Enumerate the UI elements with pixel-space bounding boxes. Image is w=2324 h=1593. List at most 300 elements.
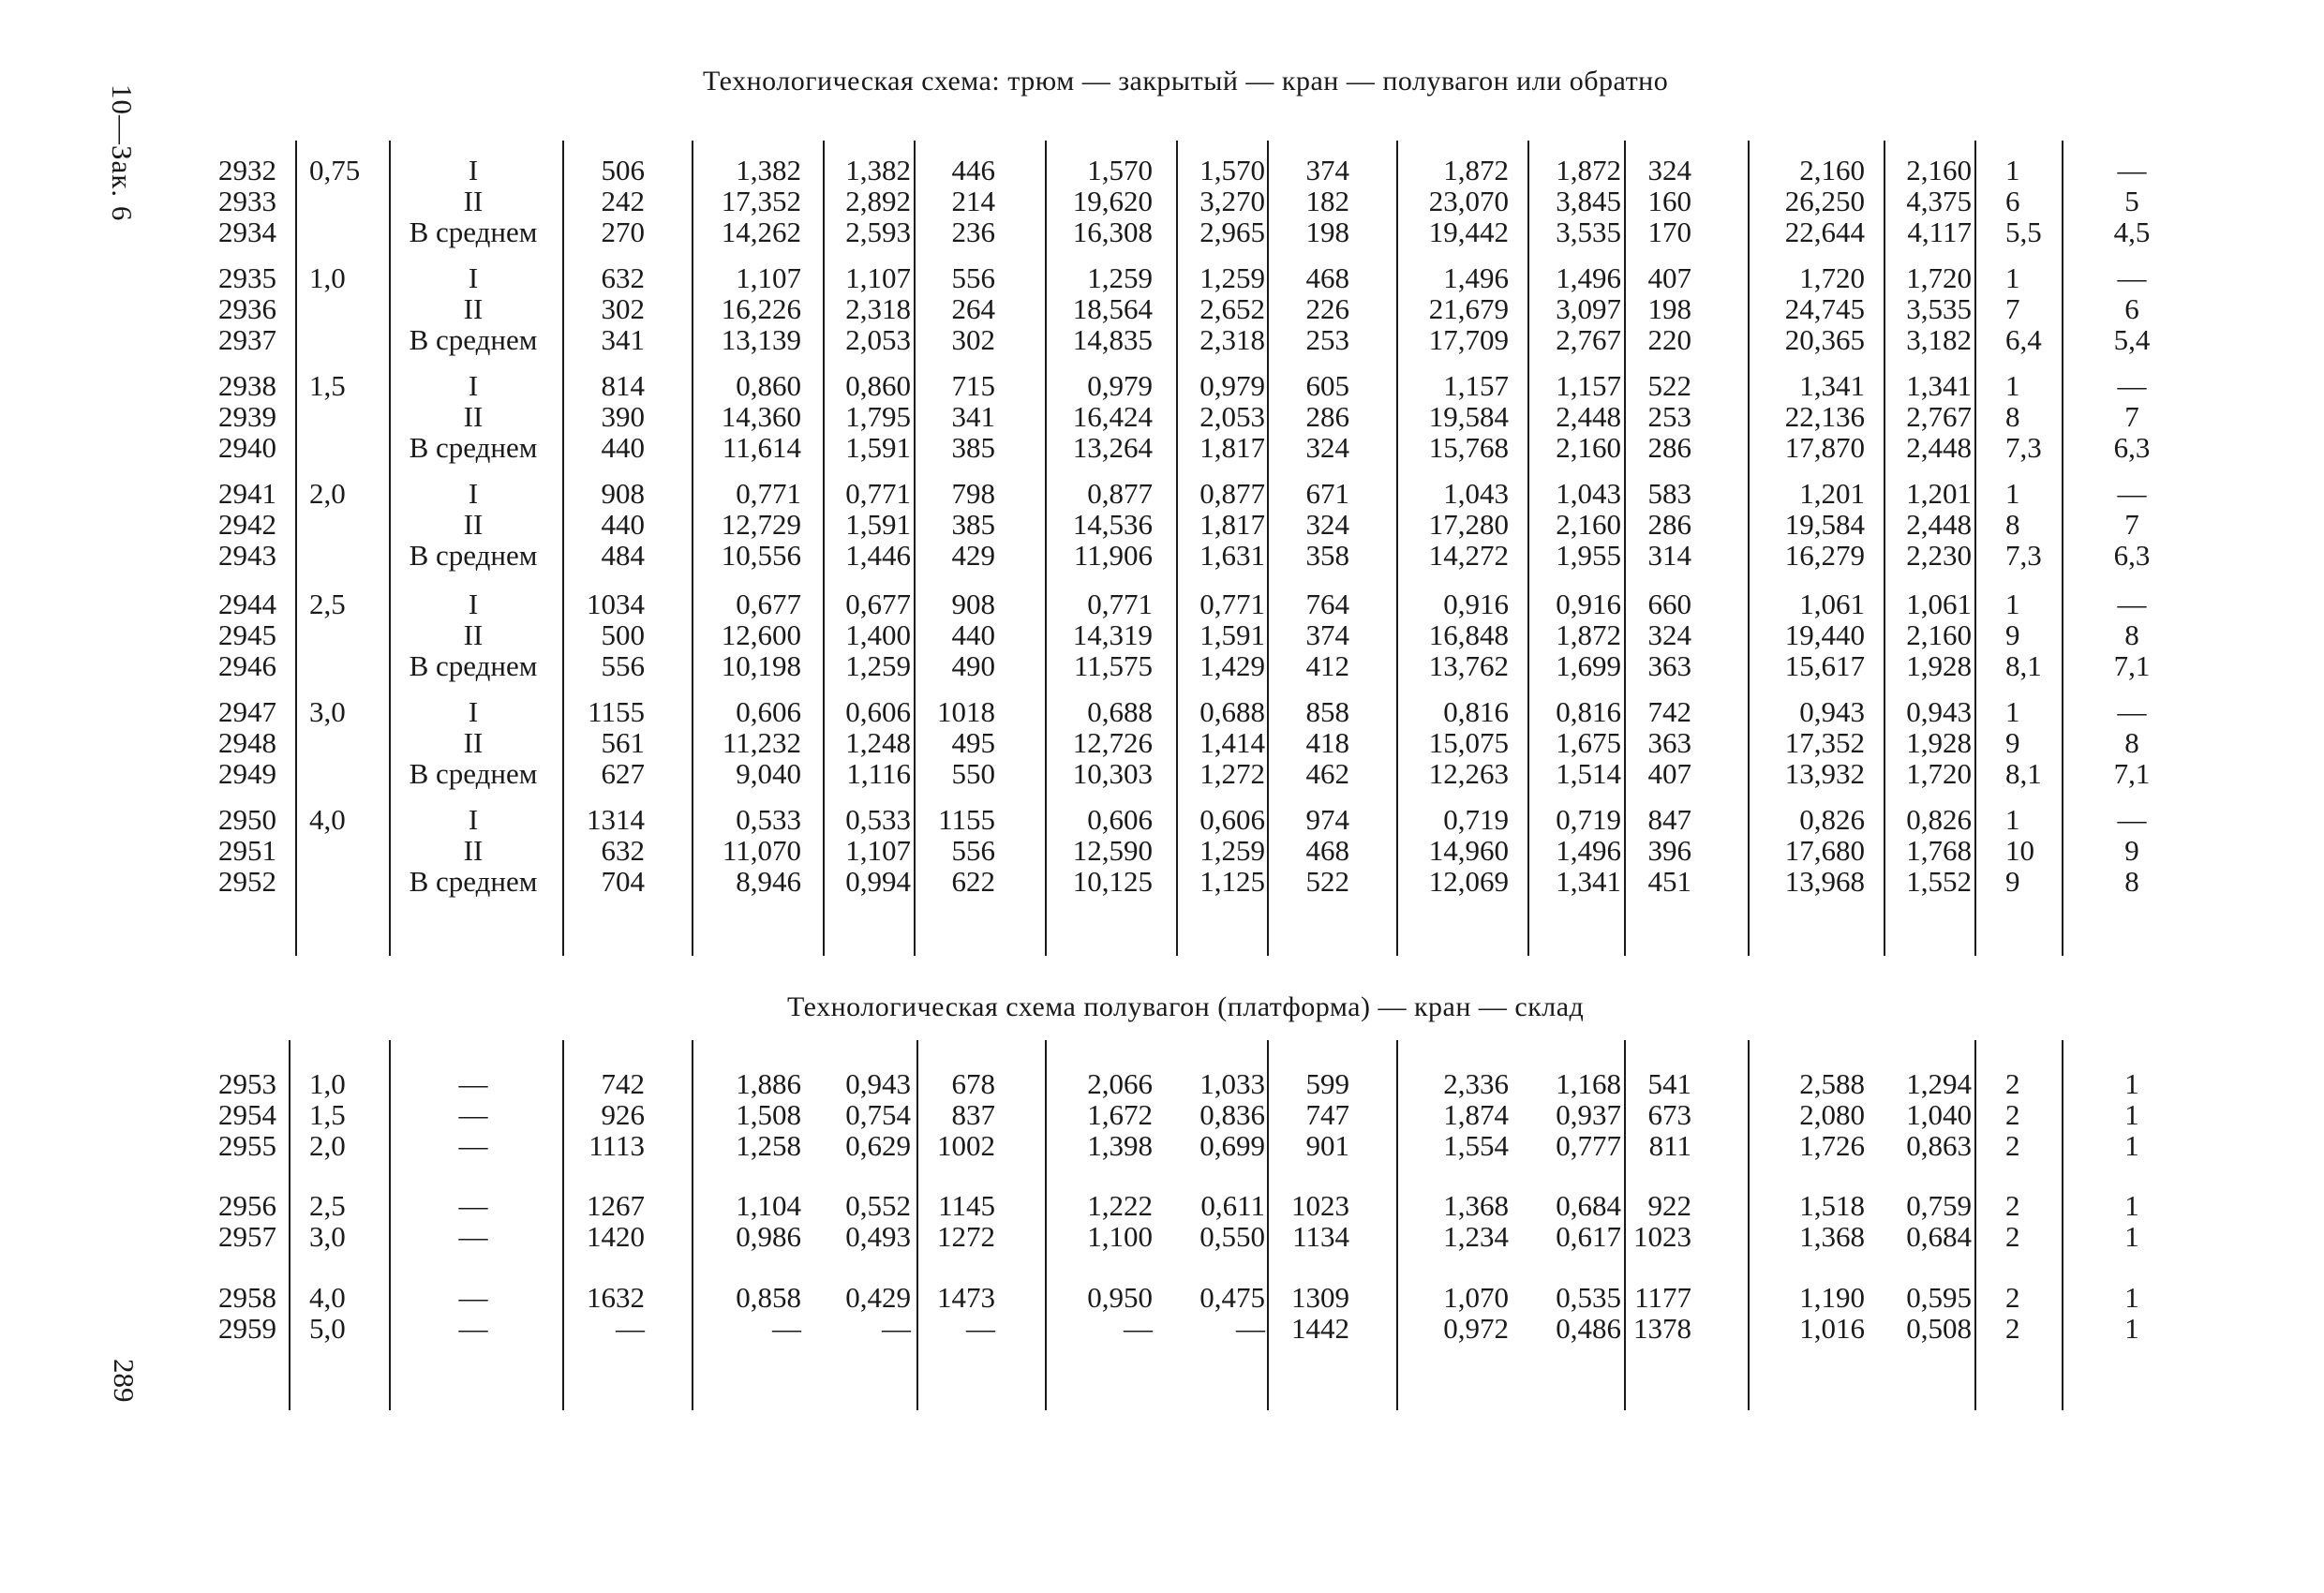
row-id: 2932 (218, 154, 276, 186)
row-value: 2,652 (1199, 292, 1265, 325)
row-value: 1,872 (1556, 618, 1621, 651)
row-count: 908 (601, 477, 645, 510)
row-value: 10,303 (1072, 757, 1153, 790)
row-value: 1,955 (1556, 539, 1621, 572)
row-value: 12,726 (1072, 726, 1153, 759)
row-value: 974 (1305, 803, 1349, 836)
row-value: 1,720 (1906, 757, 1972, 790)
page-number: 289 (108, 1359, 141, 1403)
row-value: 1,061 (1799, 588, 1865, 620)
row-value: 0,533 (845, 803, 911, 836)
row-value: 1,720 (1799, 261, 1865, 294)
row-id: 2934 (218, 216, 276, 248)
row-value: 198 (1647, 292, 1691, 325)
row-count: 926 (601, 1098, 645, 1131)
row-value: 1,259 (1087, 261, 1153, 294)
row-value: 1,928 (1906, 649, 1972, 682)
row-value: 0,916 (1556, 588, 1621, 620)
row-n2: 9 (2124, 834, 2139, 867)
row-value: 15,617 (1784, 649, 1865, 682)
row-value: 550 (951, 757, 995, 790)
row-value: 1,726 (1799, 1129, 1865, 1162)
row-value: 0,606 (845, 695, 911, 728)
section2-divider (389, 1040, 391, 1410)
row-value: 0,771 (736, 477, 801, 510)
row-value: 1,341 (1906, 369, 1972, 402)
row-n1: 1 (2005, 588, 2020, 620)
row-value: 0,979 (1199, 369, 1265, 402)
row-n1: 9 (2005, 726, 2020, 759)
row-value: 385 (951, 431, 995, 464)
row-value: 1,190 (1799, 1281, 1865, 1314)
row-value: 198 (1305, 216, 1349, 248)
row-value: 1023 (1633, 1220, 1691, 1253)
row-value: 468 (1305, 834, 1349, 867)
row-value: 11,232 (722, 726, 801, 759)
row-value: 541 (1647, 1067, 1691, 1100)
row-value: 0,986 (736, 1220, 801, 1253)
row-n2: 5,4 (2113, 323, 2151, 356)
row-n2: 1 (2124, 1312, 2139, 1345)
row-value: 1,107 (736, 261, 801, 294)
row-value: 495 (951, 726, 995, 759)
row-value: 13,264 (1072, 431, 1153, 464)
row-count: 440 (601, 508, 645, 541)
row-value: 1,795 (845, 400, 911, 433)
row-value: 1,570 (1199, 154, 1265, 186)
row-n1: 7,3 (2005, 431, 2042, 464)
row-mode: — (458, 1312, 488, 1345)
row-value: 446 (951, 154, 995, 186)
row-n1: 8,1 (2005, 757, 2042, 790)
row-value: 11,070 (722, 834, 801, 867)
row-value: 1,157 (1443, 369, 1509, 402)
row-value: 1,234 (1443, 1220, 1509, 1253)
row-count: 1632 (587, 1281, 645, 1314)
row-id: 2951 (218, 834, 276, 867)
row-value: 1002 (937, 1129, 995, 1162)
row-value: 374 (1305, 618, 1349, 651)
row-param: 4,0 (309, 1281, 346, 1314)
row-n1: 1 (2005, 803, 2020, 836)
row-id: 2957 (218, 1220, 276, 1253)
row-count: 556 (601, 649, 645, 682)
row-value: 16,424 (1072, 400, 1153, 433)
row-count: 242 (601, 185, 645, 217)
row-id: 2956 (218, 1189, 276, 1222)
row-value: 13,762 (1428, 649, 1509, 682)
row-param: 5,0 (309, 1312, 346, 1345)
row-value: 1,201 (1799, 477, 1865, 510)
row-value: 16,279 (1784, 539, 1865, 572)
group-param: 1,5 (309, 369, 346, 402)
row-count: 440 (601, 431, 645, 464)
row-value: 2,160 (1556, 431, 1621, 464)
row-mode: I (468, 369, 479, 402)
row-mode: II (463, 618, 484, 651)
row-value: 17,280 (1428, 508, 1509, 541)
row-id: 2935 (218, 261, 276, 294)
row-value: 2,593 (845, 216, 911, 248)
row-value: 0,943 (1906, 695, 1972, 728)
row-value: 468 (1305, 261, 1349, 294)
row-value: 14,536 (1072, 508, 1153, 541)
row-mode: I (468, 588, 479, 620)
section2-divider (692, 1040, 693, 1410)
row-value: 17,352 (721, 185, 801, 217)
row-value: 1,675 (1556, 726, 1621, 759)
row-mode: II (463, 292, 484, 325)
row-value: 0,429 (845, 1281, 911, 1314)
row-id: 2941 (218, 477, 276, 510)
row-value: 253 (1305, 323, 1349, 356)
row-value: — (966, 1312, 995, 1345)
row-id: 2938 (218, 369, 276, 402)
row-n1: 6 (2005, 185, 2020, 217)
row-mode: I (468, 695, 479, 728)
row-count: 704 (601, 865, 645, 898)
row-value: 182 (1305, 185, 1349, 217)
row-n1: 5,5 (2005, 216, 2042, 248)
row-value: 17,352 (1784, 726, 1865, 759)
row-n2: — (2117, 369, 2147, 402)
row-value: 1,341 (1799, 369, 1865, 402)
row-value: 622 (951, 865, 995, 898)
row-value: 522 (1305, 865, 1349, 898)
row-param: 1,5 (309, 1098, 346, 1131)
section2-divider (1624, 1040, 1626, 1410)
row-value: 12,600 (721, 618, 801, 651)
row-value: 0,816 (1556, 695, 1621, 728)
row-value: 21,679 (1428, 292, 1509, 325)
row-value: 1023 (1291, 1189, 1349, 1222)
row-value: 2,965 (1199, 216, 1265, 248)
row-value: 0,816 (1443, 695, 1509, 728)
row-value: 286 (1305, 400, 1349, 433)
row-id: 2937 (218, 323, 276, 356)
row-count: 1034 (587, 588, 645, 620)
row-value: 10,125 (1072, 865, 1153, 898)
group-param: 2,5 (309, 588, 346, 620)
row-count: 561 (601, 726, 645, 759)
row-value: 440 (951, 618, 995, 651)
row-id: 2939 (218, 400, 276, 433)
row-value: 1,631 (1199, 539, 1265, 572)
row-value: 26,250 (1784, 185, 1865, 217)
row-value: 764 (1305, 588, 1349, 620)
row-n1: 2 (2005, 1129, 2020, 1162)
row-value: 1,258 (736, 1129, 801, 1162)
row-value: 1,508 (736, 1098, 801, 1131)
row-value: 12,729 (721, 508, 801, 541)
row-value: 847 (1647, 803, 1691, 836)
row-value: 17,680 (1784, 834, 1865, 867)
row-value: 556 (951, 261, 995, 294)
row-id: 2954 (218, 1098, 276, 1131)
group-param: 1,0 (309, 261, 346, 294)
row-value: 1,168 (1556, 1067, 1621, 1100)
row-value: 0,979 (1087, 369, 1153, 402)
row-value: 324 (1305, 508, 1349, 541)
row-value: 0,606 (1087, 803, 1153, 836)
row-value: 0,699 (1199, 1129, 1265, 1162)
row-count: — (616, 1312, 645, 1345)
row-value: 0,916 (1443, 588, 1509, 620)
row-value: 0,677 (845, 588, 911, 620)
row-value: 429 (951, 539, 995, 572)
row-value: 0,688 (1087, 695, 1153, 728)
row-value: 13,139 (721, 323, 801, 356)
row-count: 1155 (588, 695, 645, 728)
row-value: 0,611 (1200, 1189, 1265, 1222)
row-value: 715 (951, 369, 995, 402)
row-value: 2,892 (845, 185, 911, 217)
section-title-1: Технологическая схема: трюм — закрытый — кран — полувагон или обратно (703, 66, 1669, 97)
row-n1: 1 (2005, 695, 2020, 728)
section2-divider (1396, 1040, 1398, 1410)
row-mode: I (468, 154, 479, 186)
row-value: 0,508 (1906, 1312, 1972, 1345)
row-id: 2933 (218, 185, 276, 217)
row-value: 1442 (1291, 1312, 1349, 1345)
row-count: 814 (601, 369, 645, 402)
row-value: 599 (1305, 1067, 1349, 1100)
row-value: 1,116 (846, 757, 911, 790)
row-value: 385 (951, 508, 995, 541)
row-value: — (882, 1312, 911, 1345)
row-value: 18,564 (1072, 292, 1153, 325)
row-value: 556 (951, 834, 995, 867)
row-value: 1,259 (1199, 834, 1265, 867)
row-value: 0,972 (1443, 1312, 1509, 1345)
row-n1: 1 (2005, 154, 2020, 186)
row-n2: 1 (2124, 1220, 2139, 1253)
row-param: 2,0 (309, 1129, 346, 1162)
row-mode: I (468, 803, 479, 836)
row-value: 908 (951, 588, 995, 620)
row-value: 1309 (1291, 1281, 1349, 1314)
row-value: 2,448 (1906, 508, 1972, 541)
section2-divider (289, 1040, 290, 1410)
row-count: 506 (601, 154, 645, 186)
row-id: 2947 (218, 695, 276, 728)
row-value: 1155 (938, 803, 995, 836)
row-value: 1,768 (1906, 834, 1972, 867)
row-count: 1113 (588, 1129, 645, 1162)
row-id: 2949 (218, 757, 276, 790)
row-value: 0,688 (1199, 695, 1265, 728)
row-n2: 6 (2124, 292, 2139, 325)
row-value: 286 (1647, 431, 1691, 464)
row-value: 15,075 (1428, 726, 1509, 759)
row-value: 0,937 (1556, 1098, 1621, 1131)
row-value: 1,398 (1087, 1129, 1153, 1162)
row-value: 1,874 (1443, 1098, 1509, 1131)
row-mode: — (458, 1098, 488, 1131)
row-value: 1,222 (1087, 1189, 1153, 1222)
row-value: 1,368 (1799, 1220, 1865, 1253)
row-value: 1,552 (1906, 865, 1972, 898)
row-value: 374 (1305, 154, 1349, 186)
row-value: 2,336 (1443, 1067, 1509, 1100)
row-value: 0,771 (1199, 588, 1265, 620)
row-value: 1,886 (736, 1067, 801, 1100)
row-value: 2,080 (1799, 1098, 1865, 1131)
row-n1: 1 (2005, 477, 2020, 510)
row-value: 1,033 (1199, 1067, 1265, 1100)
row-count: 627 (601, 757, 645, 790)
row-id: 2946 (218, 649, 276, 682)
row-value: 0,771 (1087, 588, 1153, 620)
row-mode: II (463, 185, 484, 217)
group-param: 3,0 (309, 695, 346, 728)
row-value: 1378 (1633, 1312, 1691, 1345)
row-value: 14,360 (721, 400, 801, 433)
row-value: 14,960 (1428, 834, 1509, 867)
row-value: 0,754 (845, 1098, 911, 1131)
row-value: 8,946 (736, 865, 801, 898)
row-value: 901 (1305, 1129, 1349, 1162)
row-value: 1,817 (1199, 431, 1265, 464)
row-value: 15,768 (1428, 431, 1509, 464)
row-value: 22,644 (1784, 216, 1865, 248)
row-value: 0,486 (1556, 1312, 1621, 1345)
row-value: 2,448 (1556, 400, 1621, 433)
row-value: 1,104 (736, 1189, 801, 1222)
row-value: 17,709 (1428, 323, 1509, 356)
row-mode: В среднем (409, 216, 538, 248)
row-n1: 10 (2005, 834, 2034, 867)
section1-divider (389, 141, 391, 956)
row-mode: — (458, 1129, 488, 1162)
row-mode: В среднем (409, 649, 538, 682)
row-n1: 8,1 (2005, 649, 2042, 682)
row-id: 2952 (218, 865, 276, 898)
row-n2: — (2117, 803, 2147, 836)
row-value: 170 (1647, 216, 1691, 248)
row-value: 811 (1648, 1129, 1691, 1162)
row-n2: 7 (2124, 400, 2139, 433)
row-value: 24,745 (1784, 292, 1865, 325)
row-value: 1,817 (1199, 508, 1265, 541)
row-value: 407 (1647, 261, 1691, 294)
row-value: 2,767 (1906, 400, 1972, 433)
group-param: 4,0 (309, 803, 346, 836)
row-mode: II (463, 834, 484, 867)
row-n2: 5 (2124, 185, 2139, 217)
row-value: 451 (1647, 865, 1691, 898)
row-value: 462 (1305, 757, 1349, 790)
row-id: 2943 (218, 539, 276, 572)
row-value: 3,270 (1199, 185, 1265, 217)
row-value: 13,968 (1784, 865, 1865, 898)
row-value: 2,160 (1906, 154, 1972, 186)
row-value: 673 (1647, 1098, 1691, 1131)
row-value: 1473 (937, 1281, 995, 1314)
row-value: 19,442 (1428, 216, 1509, 248)
row-value: 11,906 (1073, 539, 1153, 572)
row-id: 2959 (218, 1312, 276, 1345)
section1-divider (1748, 141, 1750, 956)
section1-divider (562, 141, 564, 956)
row-value: 0,863 (1906, 1129, 1972, 1162)
row-value: 1,043 (1443, 477, 1509, 510)
row-value: 412 (1305, 649, 1349, 682)
row-count: 632 (601, 261, 645, 294)
row-value: 1,368 (1443, 1189, 1509, 1222)
row-id: 2948 (218, 726, 276, 759)
row-value: 922 (1647, 1189, 1691, 1222)
row-value: 1,518 (1799, 1189, 1865, 1222)
row-value: 160 (1647, 185, 1691, 217)
row-value: 302 (951, 323, 995, 356)
row-mode: В среднем (409, 865, 538, 898)
row-value: 14,262 (721, 216, 801, 248)
row-value: 0,684 (1556, 1189, 1621, 1222)
row-value: 1,554 (1443, 1129, 1509, 1162)
row-value: 490 (951, 649, 995, 682)
row-count: 484 (601, 539, 645, 572)
row-value: 0,950 (1087, 1281, 1153, 1314)
row-value: 1,699 (1556, 649, 1621, 682)
section1-divider (1176, 141, 1178, 956)
row-count: 1420 (587, 1220, 645, 1253)
row-id: 2950 (218, 803, 276, 836)
row-value: 12,263 (1428, 757, 1509, 790)
row-value: 605 (1305, 369, 1349, 402)
row-count: 270 (601, 216, 645, 248)
row-n2: 8 (2124, 618, 2139, 651)
row-value: 16,848 (1428, 618, 1509, 651)
row-value: 798 (951, 477, 995, 510)
row-value: 2,053 (845, 323, 911, 356)
row-n2: — (2117, 261, 2147, 294)
row-value: 0,836 (1199, 1098, 1265, 1131)
row-value: 11,575 (1073, 649, 1153, 682)
row-value: 286 (1647, 508, 1691, 541)
section1-divider (692, 141, 693, 956)
row-n1: 6,4 (2005, 323, 2042, 356)
row-value: 2,318 (845, 292, 911, 325)
row-n1: 9 (2005, 618, 2020, 651)
row-value: 11,614 (722, 431, 801, 464)
row-value: 0,677 (736, 588, 801, 620)
row-value: 1145 (938, 1189, 995, 1222)
row-value: 16,308 (1072, 216, 1153, 248)
row-value: 12,069 (1428, 865, 1509, 898)
row-n1: 7,3 (2005, 539, 2042, 572)
row-value: 396 (1647, 834, 1691, 867)
row-value: 23,070 (1428, 185, 1509, 217)
row-value: 4,375 (1906, 185, 1972, 217)
group-param: 0,75 (309, 154, 361, 186)
row-value: 4,117 (1907, 216, 1972, 248)
row-value: 0,719 (1443, 803, 1509, 836)
row-n1: 1 (2005, 369, 2020, 402)
section1-divider (1396, 141, 1398, 956)
row-value: 2,160 (1906, 618, 1972, 651)
row-n1: 1 (2005, 261, 2020, 294)
row-value: 858 (1305, 695, 1349, 728)
row-value: 1,248 (845, 726, 911, 759)
row-value: 17,870 (1784, 431, 1865, 464)
row-value: 1,070 (1443, 1281, 1509, 1314)
row-n1: 8 (2005, 508, 2020, 541)
row-n2: — (2117, 154, 2147, 186)
row-value: 10,198 (721, 649, 801, 682)
row-n2: 6,3 (2113, 431, 2151, 464)
row-value: 19,584 (1428, 400, 1509, 433)
